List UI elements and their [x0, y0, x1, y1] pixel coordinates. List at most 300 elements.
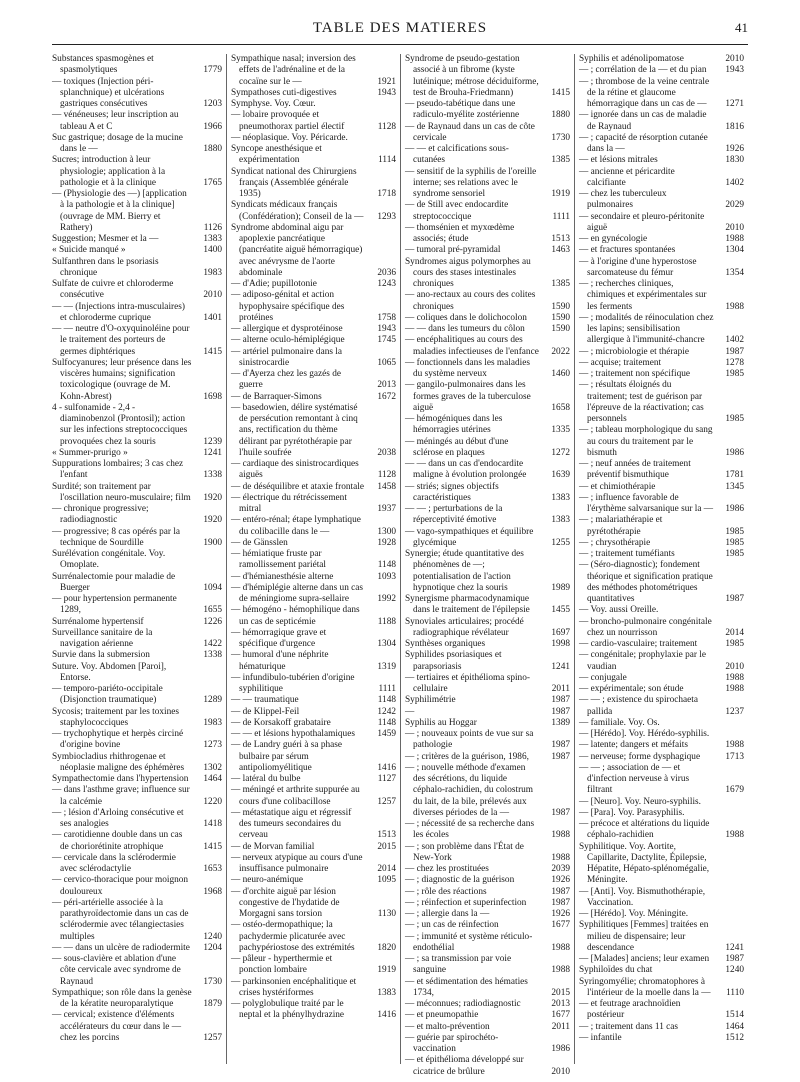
index-entry [405, 144, 570, 167]
index-entry [579, 155, 744, 166]
index-entry-text: Syndrome abdominal aigu par apoplexie pancréatique (pancréatite aiguë hémorragique) avec anévrysme de l'aorte abdominale [231, 222, 363, 278]
index-entry-text: — d'hémiplégie alterne dans un cas de méningiome supra-sellaire [231, 582, 364, 604]
index-entry-text: — pâleur - hyperthermie et ponction lombaire [231, 954, 333, 976]
index-entry-page: 1998 [551, 639, 570, 649]
index-entry-text: — ; modalités de réinoculation chez les lapins; sensibilisation allergique à l'immunité-chancre [579, 312, 714, 346]
index-entry [52, 943, 222, 954]
index-entry-page: 1937 [377, 504, 396, 514]
index-entry-text: — de Gänsslen [231, 537, 288, 548]
index-entry-page: 1220 [203, 796, 222, 807]
index-entry-page: 1239 [203, 436, 222, 447]
index-entry [231, 999, 396, 1022]
index-entry-text: Syphiloïdes du chat [579, 965, 653, 976]
index-entry-page: 1148 [377, 695, 396, 706]
index-entry [579, 347, 744, 358]
index-entry-text: Sulfanthren dans le psoriasis chronique [52, 256, 159, 278]
index-entry [405, 313, 570, 324]
index-entry [231, 144, 396, 167]
index-entry-page: 1241 [725, 942, 744, 953]
index-entry-page: 1920 [203, 492, 222, 503]
index-entry-page: 1065 [377, 357, 396, 368]
index-entry-page: 1590 [551, 324, 570, 334]
index-entry-page: 1148 [377, 560, 396, 571]
index-entry [579, 279, 744, 313]
index-entry-text: — ; rôle des réactions [405, 886, 487, 897]
index-entry [231, 920, 396, 954]
index-entry-text: Survie dans la submersion [52, 650, 150, 661]
index-entry-text: Syphilimétrie [405, 695, 456, 706]
index-entry-text: Synoviales articulaires; procédé radiographique révélateur [405, 616, 524, 638]
index-entry-page: 1655 [203, 605, 222, 616]
index-entry-text: — (Séro-diagnostic); fondement théorique et signification pratique des méthodes photométriques quantitatives [579, 560, 713, 604]
index-entry-text: — méningé et arthrite suppurée au cours d'une colibacillose [231, 785, 360, 807]
index-entry-page: 1271 [725, 99, 744, 109]
index-entry-page: 1273 [203, 740, 222, 751]
index-entry [231, 583, 396, 606]
index-entry [231, 369, 396, 392]
index-entry-text: — coliques dans le dolichocolon [405, 312, 527, 323]
index-entry-text: — et feutrage arachnoïdien postérieur [579, 999, 681, 1021]
index-entry-text: Suggestion; Mesmer et la — [52, 234, 159, 244]
index-entry-text: — — dans les tumeurs du côlon [405, 324, 525, 334]
index-entry [405, 594, 570, 617]
index-entry-text: — ; capacité de résorption cutanée dans la — [579, 132, 708, 154]
index-entry-text: — ; neuf années de traitement préventif bismuthique [579, 459, 691, 481]
index-entry-text: — ; nouveaux points de vue sur sa pathologie [405, 729, 534, 751]
index-entry-text: — ; critères de la guérison, 1986, [405, 751, 529, 762]
index-entry-text: Syphilides psoriasiques et parapsoriasis [405, 650, 502, 672]
index-entry [579, 54, 744, 65]
index-entry-page: 1987 [551, 897, 570, 908]
index-entry-text: — basedowien, délire systématisé de persécution remontant à cinq ans, rectification du thème délirant par pyrétothérapie par l'huile soufrée [231, 402, 358, 458]
index-entry-page: 1464 [203, 774, 222, 784]
index-entry [579, 459, 744, 482]
index-entry [231, 605, 396, 628]
index-entry-text: — ; tableau morphologique du sang au cours du traitement par le bismuth [579, 425, 713, 458]
index-entry-page: 1988 [551, 852, 570, 863]
index-entry-text: — lobaire provoquée et pneumothorax partiel électif [231, 110, 345, 132]
index-entry-page: 1900 [203, 537, 222, 548]
index-entry-text: Synthèses organiques [405, 639, 486, 649]
index-entry-text: — secondaire et pleuro-péritonite aiguë [579, 211, 705, 233]
index-entry [579, 77, 744, 111]
index-entry-text: — — dans un ulcère de radiodermite [52, 942, 190, 953]
index-entry-page: 1943 [725, 65, 744, 76]
index-entry-text: — — dans un cas d'endocardite maligne à évolution prolongée [405, 459, 527, 481]
index-entry-text: — sensitif de la syphilis de l'oreille interne; ses relations avec le syndrome sensoriel [405, 166, 537, 199]
index-entry-text: — électrique du rétrécissement mitral [231, 492, 347, 514]
index-entry-page: 1919 [551, 189, 570, 199]
index-entry-text: — cervical; existence d'éléments accélérateurs du cœur dans le — chez les porcins [52, 1010, 182, 1043]
index-entry [231, 785, 396, 808]
index-entry-text: — ; son problème dans l'État de New-York [405, 841, 524, 863]
index-entry-page: 1985 [725, 639, 744, 649]
index-entry-text: — — et lésions hypothalamiques [231, 729, 355, 739]
index-entry [405, 380, 570, 414]
index-entry-page: 1745 [377, 335, 396, 346]
index-entry [405, 549, 570, 594]
index-entry-page: 1415 [203, 346, 222, 357]
page-header [52, 18, 748, 45]
index-entry-page: 1304 [725, 245, 744, 256]
index-entry [579, 538, 744, 549]
index-entry-text: — alterne oculo-hémiplégique [231, 335, 345, 346]
index-entry-text: « Summer-prurigo » [52, 447, 128, 458]
index-entry [579, 212, 744, 235]
index-entry-text: Sulfocyanures; leur présence dans les viscères humains; signification toxicologique (ouvrage de M. Kohn-Abrest) [52, 357, 192, 402]
index-entry [579, 673, 744, 684]
index-entry-page: 1385 [551, 155, 570, 166]
index-entry-text: — néoplasique. Voy. Péricarde. [231, 132, 348, 143]
index-entry-page: 1989 [551, 582, 570, 593]
index-entry [579, 65, 744, 76]
index-entry-text: — en gynécologie [579, 234, 648, 244]
index-entry-text: — gangilo-pulmonaires dans les formes graves de la tuberculose aiguë [405, 380, 531, 413]
index-entry-page: 1416 [377, 762, 396, 773]
index-entry-page: 1241 [203, 447, 222, 458]
index-entry [52, 1010, 222, 1044]
index-entry-page: 1830 [725, 155, 744, 166]
index-entry [52, 245, 222, 256]
index-entry-page: 1188 [377, 616, 396, 627]
index-entry-text: Symphyse. Voy. Cœur. [231, 99, 316, 109]
index-entry [579, 842, 744, 887]
index-entry-text: — hémiatique fruste par ramollissement pariétal [231, 549, 326, 571]
index-entry [405, 358, 570, 381]
index-entry [579, 729, 744, 740]
index-entry-text: — [Para]. Voy. Parasyphilis. [579, 807, 685, 818]
index-entry-text: Surveillance sanitaire de la navigation aérienne [52, 627, 153, 649]
index-entry [579, 234, 744, 245]
index-entry-text: — d'Ayerza chez les gazés de guerre [231, 369, 342, 391]
index-entry [231, 853, 396, 876]
index-entry-text: — ; influence favorable de l'érythème salvarsanique sur la — [579, 492, 714, 514]
index-entry-page: 1335 [551, 425, 570, 436]
index-entry-text: Surrénalectomie pour maladie de Buerger [52, 571, 176, 593]
index-entry [405, 650, 570, 673]
index-entry [405, 673, 570, 696]
index-entry [579, 695, 744, 718]
index-entry-page: 1389 [551, 717, 570, 728]
index-entry-text: Symbiocladius rhithrogenae et néoplasie maligne des éphémères [52, 751, 185, 773]
index-entry [52, 504, 222, 527]
index-entry-page: 1987 [551, 706, 570, 717]
index-entry-text: — de Korsakoff grabataire [231, 717, 331, 728]
index-entry-page: 2010 [203, 290, 222, 301]
index-entry [52, 257, 222, 280]
index-entry [405, 819, 570, 842]
index-entry-text: — ; lésion d'Arloing consécutive et ses analogies [52, 807, 184, 829]
index-entry [405, 504, 570, 527]
index-entry-page: 1677 [551, 1010, 570, 1021]
index-entry [52, 324, 222, 358]
index-entry-page: 1928 [377, 537, 396, 548]
index-entry-page: 1111 [378, 684, 396, 694]
index-entry-text: — hémogéniques dans les hémorragies utérines [405, 414, 503, 436]
index-entry-page: 1983 [203, 267, 222, 278]
index-entry-page: 1988 [725, 830, 744, 841]
index-entry-text: — méningés au début d'une sclérose en plaques [405, 436, 509, 458]
index-entry-text: — ; nécessité de sa recherche dans les écoles [405, 819, 535, 841]
index-entry-page: 1278 [725, 357, 744, 368]
index-entry [405, 1055, 570, 1078]
index-entry-page: 1289 [203, 695, 222, 706]
index-entry [231, 493, 396, 516]
index-entry-text: — et sédimentation des hématies 1734, [405, 976, 528, 998]
index-entry-text: Suc gastrique; dosage de la mucine dans le — [52, 132, 183, 154]
index-entry [579, 313, 744, 347]
index-entry-text: — de Still avec endocardite streptococcique [405, 200, 509, 222]
index-entry-page: 1988 [725, 684, 744, 694]
index-entry-page: 1114 [378, 155, 396, 166]
index-entry [405, 1010, 570, 1021]
index-entry-text: — — neutre d'O-oxyquinoléine pour le traitement des porteurs de germes diphtériques [52, 324, 190, 357]
index-entry-page: 1383 [551, 515, 570, 526]
index-entry [405, 290, 570, 313]
index-entry [579, 482, 744, 493]
index-entry-page: 1943 [377, 324, 396, 334]
index-entry-page: 1402 [725, 177, 744, 188]
index-entry-page: 1987 [551, 740, 570, 751]
index-entry [231, 167, 396, 201]
index-entry-text: — sous-clavière et ablation d'une côte cervicale avec syndrome de Raynaud [52, 954, 181, 987]
index-entry [405, 527, 570, 550]
index-entry [231, 707, 396, 718]
index-entry-page: 1093 [377, 571, 396, 582]
index-entry-page: 1094 [203, 582, 222, 593]
index-entry-page: 1402 [725, 335, 744, 346]
index-entry [405, 122, 570, 145]
index-entry-page: 1302 [203, 762, 222, 773]
index-entry-page: 1455 [551, 605, 570, 616]
index-entry-page: 1459 [377, 729, 396, 739]
index-entry-page: 1354 [725, 267, 744, 278]
index-entry-page: 1383 [377, 987, 396, 998]
index-columns [52, 54, 748, 1077]
index-entry-text: Substances spasmogènes et spasmolytiques [52, 54, 154, 76]
index-entry [405, 695, 570, 706]
index-entry-text: — entéro-rénal; étape lymphatique du colibacille dans le — [231, 515, 361, 537]
index-entry-page: 1458 [377, 481, 396, 492]
index-entry-page: 1987 [551, 751, 570, 762]
index-entry-page: 1463 [551, 245, 570, 256]
index-entry-text: Syphilis au Hoggar [405, 717, 477, 728]
index-entry [405, 729, 570, 752]
index-entry-text: — carotidienne double dans un cas de choriorétinite atrophique [52, 830, 183, 852]
index-entry-page: 1242 [377, 706, 396, 717]
index-entry-page: 1237 [725, 706, 744, 717]
index-entry-page: 2011 [551, 684, 570, 694]
index-entry-text: — fonctionnels dans les maladies du système nerveux [405, 357, 530, 379]
index-entry [231, 54, 396, 88]
index-entry-text: — et lésions mitrales [579, 155, 658, 166]
index-entry-page: 1779 [203, 65, 222, 76]
index-entry-page: 1987 [725, 594, 744, 604]
index-entry-text: — chez les prostituées [405, 864, 489, 874]
index-entry-page: 1968 [203, 886, 222, 897]
index-entry-page: 1986 [725, 504, 744, 514]
index-entry-text: — ; thrombose de la veine centrale de la rétine et glaucome hémorragique dans un cas de — [579, 76, 710, 109]
index-entry [579, 797, 744, 808]
index-entry-text: — dans l'asthme grave; influence sur la calcémie [52, 785, 190, 807]
index-entry-text: Syndicat national des Chirurgiens français (Assemblée générale 1935) [231, 166, 357, 199]
index-entry-text: Surrénalome hypertensif [52, 616, 144, 627]
index-entry-page: 2010 [725, 661, 744, 672]
index-entry-text: — ano-rectaux au cours des colites chroniques [405, 290, 536, 312]
index-entry [405, 864, 570, 875]
index-entry-page: 1590 [551, 301, 570, 312]
index-entry [231, 223, 396, 279]
index-entry [231, 673, 396, 696]
index-entry-text: — ; traitement non spécifique [579, 369, 691, 379]
index-entry [579, 999, 744, 1022]
index-entry [579, 977, 744, 1000]
index-entry [579, 684, 744, 695]
index-entry-text: — de Raynaud dans un cas de côte cervicale [405, 121, 535, 143]
index-entry-page: 1590 [551, 312, 570, 323]
index-entry-text: — cardio-vasculaire; traitement [579, 639, 698, 649]
index-entry-page: 1345 [725, 481, 744, 492]
index-entry-text: — infantile [579, 1032, 622, 1043]
index-entry [405, 887, 570, 898]
index-entry [579, 639, 744, 650]
index-entry-page: 1985 [725, 369, 744, 379]
index-entry-text: — polyglobulique traité par le neptal et la phénylhydrazine [231, 999, 345, 1021]
index-entry-text: — pseudo-tabétique dans une radiculo-myélite zostérienne [405, 99, 520, 121]
index-entry [52, 752, 222, 775]
index-entry [579, 515, 744, 538]
index-entry [52, 302, 222, 325]
index-entry-page: 1460 [551, 369, 570, 379]
index-entry [231, 572, 396, 583]
index-entry [231, 110, 396, 133]
index-entry-text: — latéral du bulbe [231, 774, 301, 784]
page-title: TABLE DES MATIERES [312, 20, 488, 36]
index-entry-text: — d'Adie; pupillotonie [231, 279, 317, 289]
index-entry-text: — neuro-anémique [231, 875, 304, 886]
index-entry-page: 2014 [725, 627, 744, 638]
index-entry-text: — ; réinfection et superinfection [405, 897, 527, 908]
index-entry-text: — — ; association de — et d'infection nerveuse à virus filtrant [579, 762, 690, 796]
index-entry-page: 1243 [377, 279, 396, 289]
index-entry [579, 380, 744, 425]
index-entry-text: — acquise; traitement [579, 357, 662, 368]
index-entry-text: Syphilitiques [Femmes] traitées en milieu de dispensaire; leur descendance [579, 920, 709, 953]
index-entry [231, 538, 396, 549]
index-entry-text: — métastatique aigu et régressif des tumeurs secondaires du cerveau [231, 807, 352, 841]
index-entry [405, 920, 570, 931]
index-entry [405, 909, 570, 920]
index-entry-text: — expérimentale; son étude [579, 684, 684, 694]
index-entry [231, 515, 396, 538]
index-entry [579, 110, 744, 133]
index-entry [405, 1033, 570, 1056]
index-entry [579, 358, 744, 369]
index-entry [231, 88, 396, 99]
index-entry-page: 1758 [377, 312, 396, 323]
index-entry [231, 200, 396, 223]
index-entry-text: — — ; existence du spirochaeta pallida [579, 695, 699, 717]
index-entry [579, 493, 744, 516]
index-entry [52, 830, 222, 853]
index-entry-text: Sycosis; traitement par les toxines staphylococciques [52, 706, 180, 728]
index-entry [52, 279, 222, 302]
index-entry [52, 527, 222, 550]
index-entry-text: — artériel pulmonaire dans la sinistrocardie [231, 346, 343, 368]
index-entry [405, 167, 570, 201]
index-entry [52, 898, 222, 943]
index-entry [405, 324, 570, 335]
index-entry [579, 257, 744, 280]
index-entry [231, 549, 396, 572]
index-entry [405, 639, 570, 650]
index-entry [231, 628, 396, 651]
index-entry-text: — broncho-pulmonaire congénitale chez un nourrisson [579, 616, 712, 638]
index-entry [52, 617, 222, 628]
index-entry [405, 459, 570, 482]
index-entry-text: Synergie; étude quantitative des phénomènes de —; potentialisation de l'action hypnotique chez la souris [405, 549, 524, 593]
index-entry-text: — — traumatique [231, 695, 299, 706]
index-entry-text: — ignorée dans un cas de maladie de Raynaud [579, 110, 707, 132]
index-entry-page: 1919 [377, 965, 396, 976]
index-entry-text: — guérie par spirochéto-vaccination [405, 1032, 499, 1054]
index-entry-text: — de Klippel-Feil [231, 706, 300, 717]
index-entry [579, 549, 744, 560]
index-entry-page: 1128 [377, 121, 396, 132]
index-entry-text: — pour hypertension permanente 1289, [52, 594, 177, 616]
index-entry [579, 167, 744, 190]
index-entry-page: 2039 [551, 864, 570, 874]
index-entry-text: — latente; dangers et méfaits [579, 740, 688, 751]
index-entry-text: — [Anti]. Voy. Bismuthothérapie, Vaccination. [579, 886, 706, 908]
index-entry [579, 1022, 744, 1033]
index-entry-page: 1148 [377, 717, 396, 728]
index-entry [52, 54, 222, 77]
index-entry [405, 707, 570, 718]
index-entry [579, 887, 744, 910]
index-entry-page: 1126 [203, 222, 222, 233]
index-entry-page: 1880 [551, 110, 570, 121]
index-entry-text: — nerveuse; forme dysphagique [579, 751, 701, 762]
index-entry [579, 560, 744, 605]
index-entry-text: — méconnues; radiodiagnostic [405, 999, 521, 1009]
index-entry-text: — cervicale dans la sclérodermie avec sclérodactylie [52, 852, 176, 874]
index-entry [405, 977, 570, 1000]
index-column-4 [574, 54, 748, 1064]
index-entry [52, 662, 222, 685]
index-entry [52, 482, 222, 505]
index-entry-page: 1128 [377, 470, 396, 481]
index-entry-text: — encéphalitiques au cours des maladies infectieuses de l'enfance [405, 335, 539, 357]
index-entry [52, 684, 222, 707]
index-entry-text: — [Hérédo]. Voy. Méningite. [579, 909, 689, 919]
index-entry [405, 999, 570, 1010]
index-entry [231, 977, 396, 1000]
index-entry-page: 1415 [203, 841, 222, 852]
index-entry-text: Syringomyélie; chromatophores à l'intérieur de la moelle dans la — [579, 976, 711, 998]
index-entry-text: Sympathectomie dans l'hypertension [52, 774, 189, 784]
index-entry [405, 437, 570, 460]
index-entry-page: 1418 [203, 819, 222, 829]
index-entry-page: 1300 [377, 526, 396, 537]
index-entry [579, 425, 744, 459]
index-entry-text: — ; traitement tuméfiants [579, 549, 675, 559]
index-entry-page: 1464 [725, 1021, 744, 1032]
index-entry-page: 1926 [551, 875, 570, 886]
index-entry-text: — ; recherches cliniques, chimiques et expérimentales sur les ferments [579, 279, 707, 312]
index-entry [52, 133, 222, 156]
index-entry-text: — [Hérédo]. Voy. Hérédo-syphilis. [579, 729, 710, 739]
